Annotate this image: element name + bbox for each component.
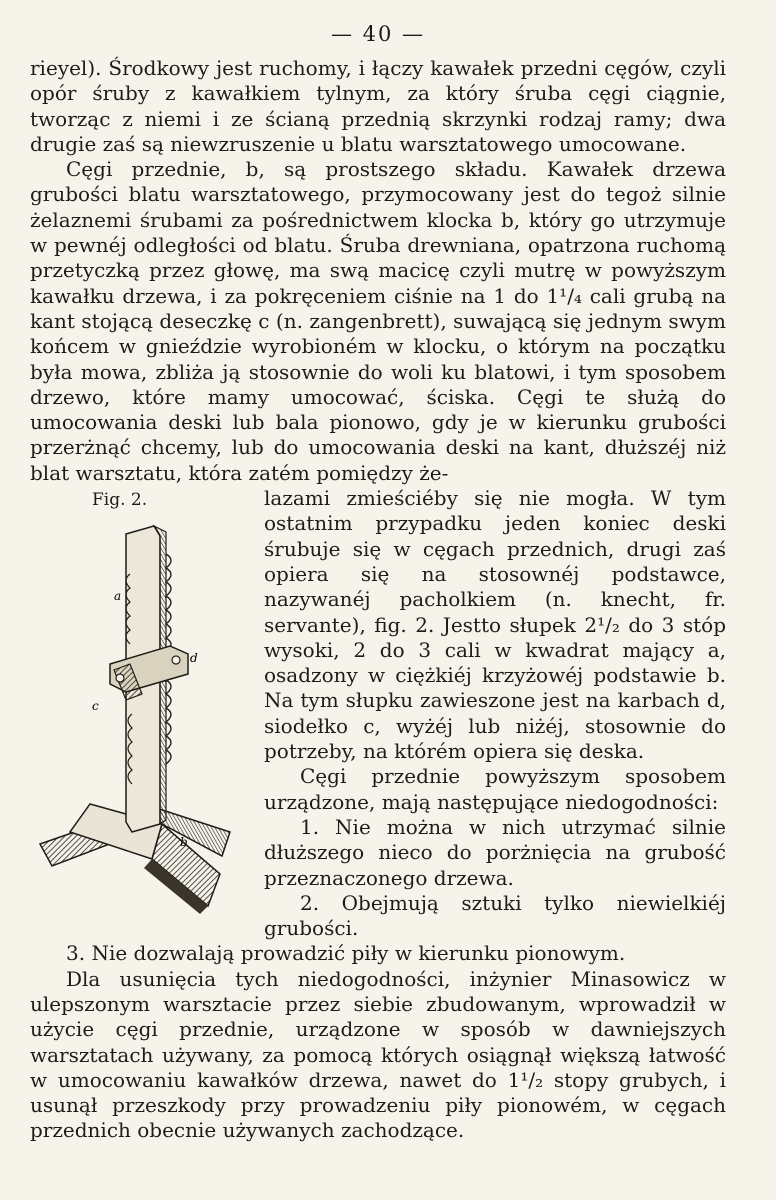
list-item-2: 2. Obejmują sztuki tylko niewielkiéj grubości. [264,890,726,941]
page-number: — 40 — [330,22,426,46]
figure-letter-d: d [190,651,198,666]
figure-2-illustration [30,514,252,928]
figure-letter-a: a [114,589,122,604]
figure-2 [30,486,252,930]
paragraph-4: Dla usunięcia tych niedogodności, inżynier Minasowicz w ulepszonym warsztacie przez siebie zbudowanym, wprowadził w użycie cęgi przednie, urządzone w sposób w dawniejszych warsztatach używany, za pomocą których osiągnął większą łatwość w umocowaniu kawałków drzewa, nawet do 1¹/₂ stopy grubych, i usunął przeszkody przy prowadzeniu piły pionowém, w cęgach przednich obecnie używanych zachodzące. [30,966,726,1143]
list-item-3: 3. Nie dozwalają prowadzić piły w kierunku pionowym. [66,941,626,966]
figure-letter-b: b [180,835,188,850]
figure-label: Fig. 2. [92,490,148,511]
list-item-1: 1. Nie można w nich utrzymać silnie dłuższego nieco do porżnięcia na grubość przeznaczonego drzewa. [264,814,726,890]
paragraph-1: rieyel). Środkowy jest ruchomy, i łączy kawałek przedni cęgów, czyli opór śruby z kawałkiem tylnym, za który śruba cęgi ciągnie, tworząc z niemi i ze ścianą przednią skrzynki rodzaj ramy; dwa drugie zaś są niewzruszenie u blatu warsztatowego umocowane. [30,56,726,156]
figure-wrap [30,486,726,941]
paragraph-2-continued: lazami zmieściéby się nie mogła. W tym ostatnim przypadku jeden koniec deski śrubuje się w cęgach przednich, drugi zaś opiera się na stosownéj podstawce, nazywanéj pacholkiem (n. knecht, fr. servante), fig. 2. Jestto słupek 2¹/₂ do 3 stóp wysoki, 2 do 3 cali w kwadrat mający a, osadzony w ciężkiéj krzyżowéj podstawie b. Na tym słupku zawieszone jest na karbach d, siodełko c, wyżéj lub niżéj, stosownie do potrzeby, na którém opiera się deska. [264,486,726,764]
paragraph-3: Cęgi przednie powyższym sposobem urządzone, mają następujące niedogodności: [264,764,726,814]
paragraph-2: Cęgi przednie, b, są prostszego składu. Kawałek drzewa grubości blatu warsztatowego, przymocowany jest do tegoż silnie żelaznemi śrubami za pośrednictwem klocka b, który go utrzymuje w pewnéj odległości od blatu. Śruba drewniana, opatrzona ruchomą przetyczką przez głowę, ma swą macicę czyli mutrę w powyższym kawałku drzewa, i za pokręceniem ciśnie na 1 do 1¹/₄ cali grubą na kant stojącą deseczkę c (n. zangenbrett), suwającą się jednym swym końcem w gnieździe wyrobioném w klocku, o którym na początku była mowa, zbliża ją stosownie do woli ku blatowi, i tym sposobem drzewo, które mamy umocować, ściska. Cęgi te służą do umocowania deski lub bala pionowo, gdy je w kierunku grubości przerżnąć chcemy, lub do umocowania deski na kant, dłuższéj niż blat warsztatu, która zatém pomiędzy że- [30,157,726,485]
figure-letter-c: c [92,699,99,714]
